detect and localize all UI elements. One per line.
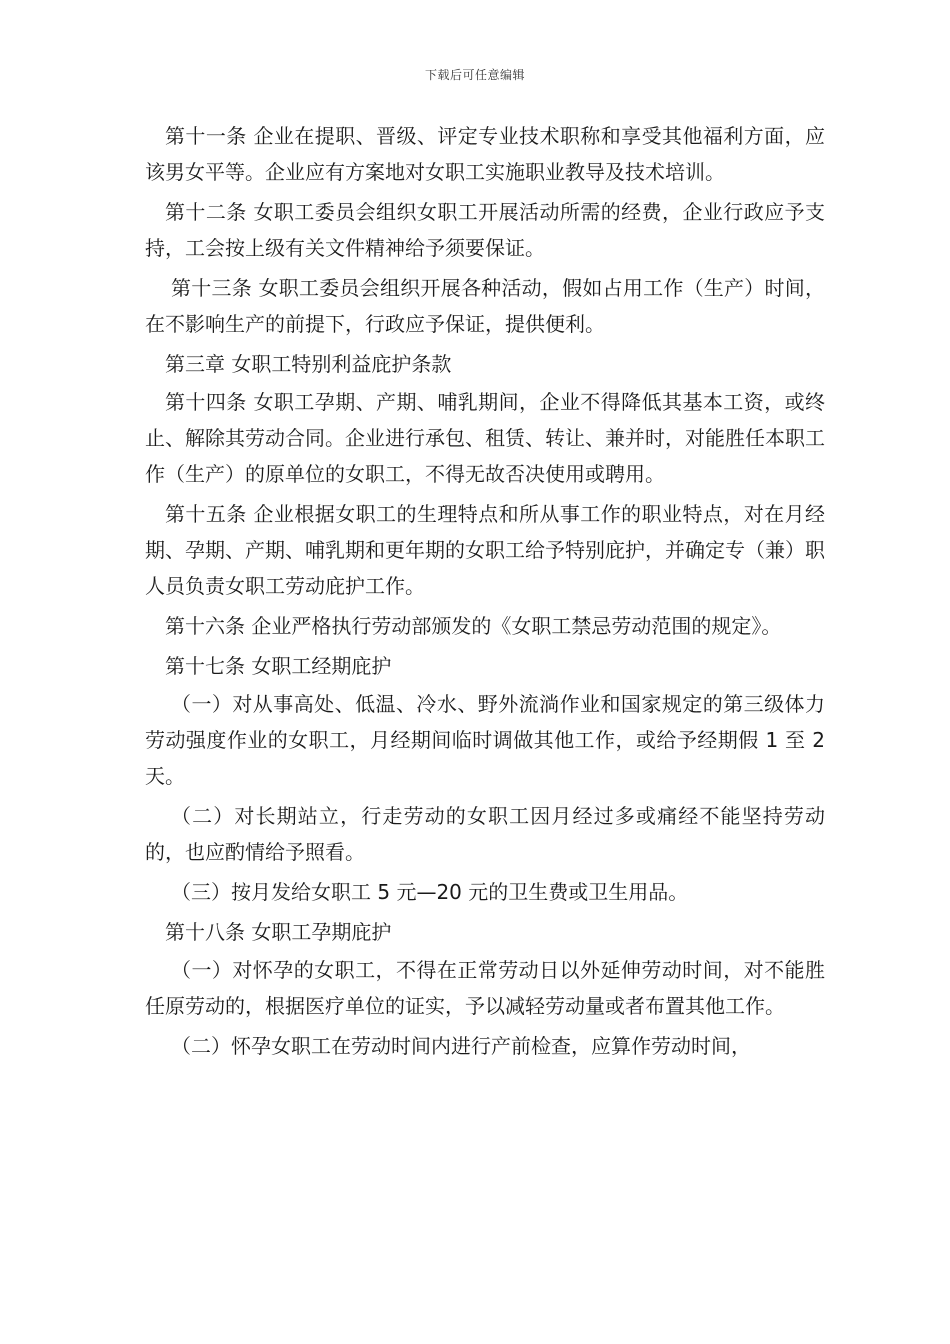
article-11: 第十一条 企业在提职、晋级、评定专业技术职称和享受其他福利方面，应该男女平等。企业应有方案地对女职工实施职业教导及技术培训。	[145, 124, 825, 184]
article-18-heading: 第十八条 女职工孕期庇护	[165, 920, 392, 944]
article-14: 第十四条 女职工孕期、产期、哺乳期间，企业不得降低其基本工资，或终止、解除其劳动合同。企业进行承包、租赁、转让、兼并时，对能胜任本职工作（生产）的原单位的女职工，不得无故否决使用或聘用。	[145, 390, 825, 486]
article-16: 第十六条 企业严格执行劳动部颁发的《女职工禁忌劳动范围的规定》。	[165, 614, 782, 638]
article-17-item-1: （一）对从事高处、低温、冷水、野外流淌作业和国家规定的第三级体力劳动强度作业的女职工，月经期间临时调做其他工作，或给予经期假 1 至 2 天。	[145, 692, 825, 788]
chapter-3-heading: 第三章 女职工特别利益庇护条款	[165, 352, 452, 376]
page-header-note: 下载后可任意编辑	[424, 68, 525, 82]
article-12: 第十二条 女职工委员会组织女职工开展活动所需的经费，企业行政应予支持，工会按上级有关文件精神给予须要保证。	[145, 200, 825, 260]
article-17-heading: 第十七条 女职工经期庇护	[165, 654, 392, 678]
article-17-item-3: （三）按月发给女职工 5 元—20 元的卫生费或卫生用品。	[171, 880, 689, 904]
article-18-item-2: （二）怀孕女职工在劳动时间内进行产前检查，应算作劳动时间，	[171, 1034, 751, 1058]
document-body	[145, 118, 825, 1068]
article-18-item-1: （一）对怀孕的女职工，不得在正常劳动日以外延伸劳动时间，对不能胜任原劳动的，根据医疗单位的证实，予以减轻劳动量或者布置其他工作。	[145, 958, 825, 1018]
article-13: 第十三条 女职工委员会组织开展各种活动，假如占用工作（生产）时间，在不影响生产的前提下，行政应予保证，提供便利。	[145, 276, 825, 336]
article-17-item-2: （二）对长期站立，行走劳动的女职工因月经过多或痛经不能坚持劳动的，也应酌情给予照看。	[145, 804, 825, 864]
article-15: 第十五条 企业根据女职工的生理特点和所从事工作的职业特点，对在月经期、孕期、产期、哺乳期和更年期的女职工给予特别庇护，并确定专（兼）职人员负责女职工劳动庇护工作。	[145, 502, 825, 598]
